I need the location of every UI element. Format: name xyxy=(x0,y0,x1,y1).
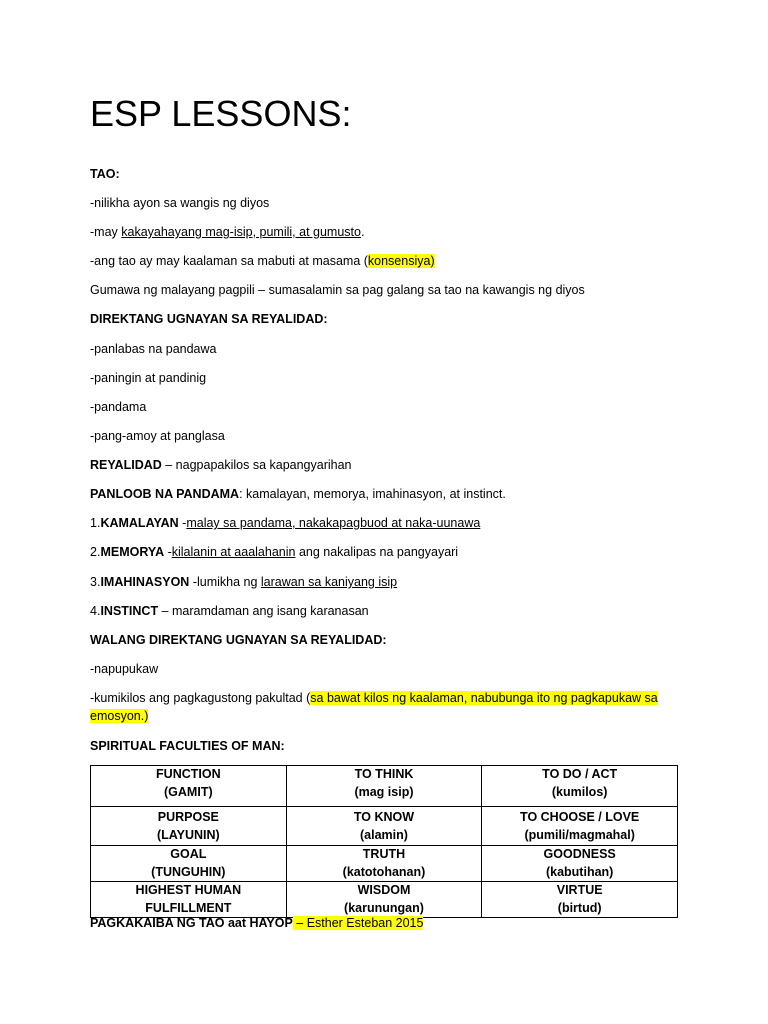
table-cell: TRUTH (katotohanan) xyxy=(286,846,482,882)
table-cell: FUNCTION (GAMIT) xyxy=(91,766,287,807)
direktang-heading: DIREKTANG UGNAYAN SA REYALIDAD: xyxy=(90,312,328,326)
tao-heading: TAO: xyxy=(90,167,120,181)
author-highlight: – Esther Esteban 2015 xyxy=(292,916,424,930)
table-cell: TO CHOOSE / LOVE (pumili/magmahal) xyxy=(482,807,678,846)
table-cell: TO THINK (mag isip) xyxy=(286,766,482,807)
spiritual-heading: SPIRITUAL FACULTIES OF MAN: xyxy=(90,739,285,753)
direktang-item: -pang-amoy at panglasa xyxy=(90,429,225,443)
table-cell: GOODNESS (kabutihan) xyxy=(482,846,678,882)
direktang-item: -pandama xyxy=(90,400,147,414)
table-cell: TO DO / ACT (kumilos) xyxy=(482,766,678,807)
reyalidad-line: REYALIDAD – nagpapakilos sa kapangyarihan xyxy=(90,458,352,472)
table-cell: VIRTUE (birtud) xyxy=(482,882,678,918)
tao-line-1: -nilikha ayon sa wangis ng diyos xyxy=(90,196,270,210)
emosyon-highlight: sa bawat kilos ng kaalaman, nabubunga ito ng pagkapukaw sa emosyon.) xyxy=(90,691,658,723)
tao-line-4: Gumawa ng malayang pagpili – sumasalamin sa pag galang sa tao na kawangis ng diyos xyxy=(90,283,585,297)
numbered-item-instinct: 4.INSTINCT – maramdaman ang isang karanasan xyxy=(90,604,369,618)
footer-line: PAGKAKAIBA NG TAO aat HAYOP – Esther Esteban 2015 xyxy=(90,916,424,930)
direktang-item: -panlabas na pandawa xyxy=(90,342,217,356)
table-cell: PURPOSE (LAYUNIN) xyxy=(91,807,287,846)
table-cell: TO KNOW (alamin) xyxy=(286,807,482,846)
tao-line-3: -ang tao ay may kaalaman sa mabuti at masama (konsensiya) xyxy=(90,254,435,268)
table-row xyxy=(91,846,678,882)
table-cell: WISDOM (karunungan) xyxy=(286,882,482,918)
numbered-item-kamalayan: 1.KAMALAYAN -malay sa pandama, nakakapagbuod at naka-uunawa xyxy=(90,516,481,530)
direktang-item: -paningin at pandinig xyxy=(90,371,207,385)
panloob-line: PANLOOB NA PANDAMA: kamalayan, memorya, imahinasyon, at instinct. xyxy=(90,487,506,501)
konsensiya-highlight: konsensiya) xyxy=(367,254,435,268)
table-cell: GOAL (TUNGUHIN) xyxy=(91,846,287,882)
walang-line-1: -napupukaw xyxy=(90,662,159,676)
walang-heading: WALANG DIREKTANG UGNAYAN SA REYALIDAD: xyxy=(90,633,387,647)
spiritual-faculties-table xyxy=(90,765,678,918)
table-cell: HIGHEST HUMAN FULFILLMENT xyxy=(91,882,287,918)
page-title: ESP LESSONS: xyxy=(90,93,352,134)
table-row xyxy=(91,807,678,846)
table-row xyxy=(91,882,678,918)
walang-line-2: -kumikilos ang pagkagustong pakultad (sa bawat kilos ng kaalaman, nabubunga ito ng pagkapukaw sa emosyon.) xyxy=(90,691,658,723)
numbered-item-memorya: 2.MEMORYA -kilalanin at aaalahanin ang nakalipas na pangyayari xyxy=(90,545,459,559)
tao-line-2: -may kakayahayang mag-isip, pumili, at gumusto. xyxy=(90,225,365,239)
table-row xyxy=(91,766,678,807)
numbered-item-imahinasyon: 3.IMAHINASYON -lumikha ng larawan sa kaniyang isip xyxy=(90,575,398,589)
